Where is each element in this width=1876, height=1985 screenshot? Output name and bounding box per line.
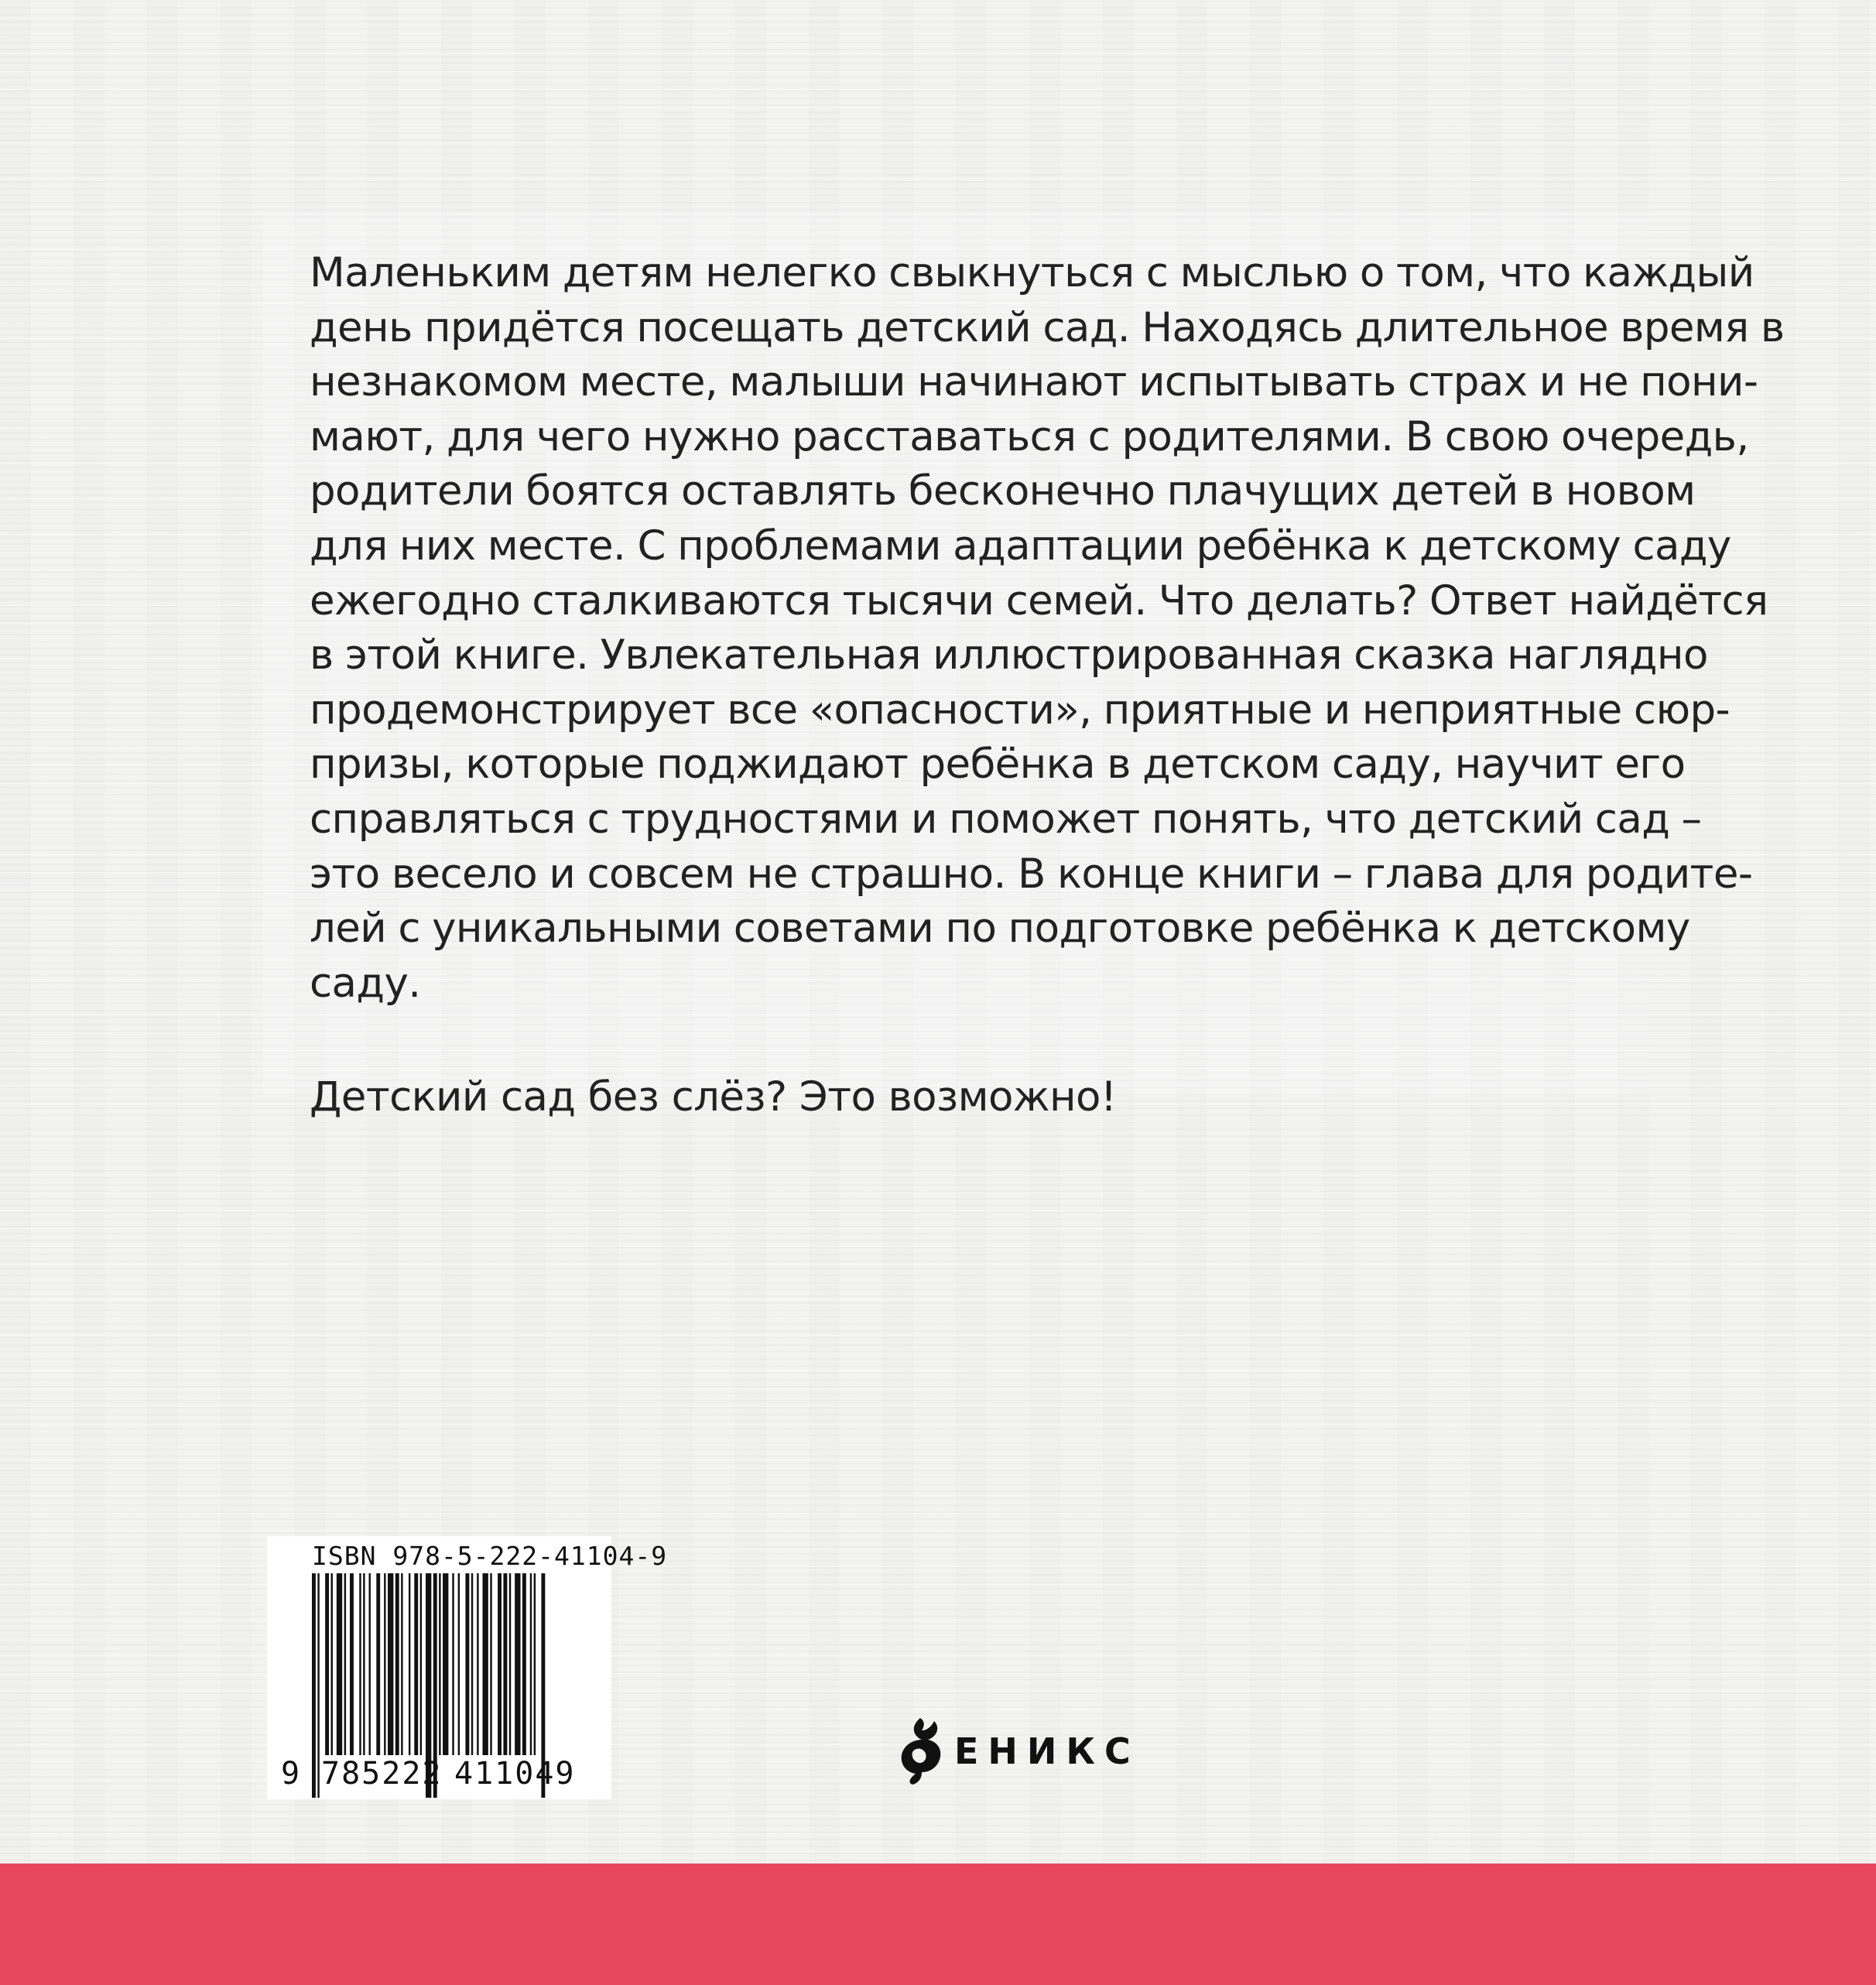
blurb-line: для них месте. С проблемами адаптации ребёнка к детскому саду [310, 522, 1731, 570]
isbn-label: ISBN 978-5-222-41104-9 [312, 1541, 668, 1571]
tagline: Детский сад без слёз? Это возможно! [310, 1073, 1117, 1121]
barcode-bar [465, 1573, 469, 1755]
barcode-bar [420, 1573, 422, 1755]
barcode-bar [483, 1573, 488, 1755]
barcode-bar [458, 1573, 460, 1755]
blurb-line: Маленьким детям нелегко свыкнуться с мыслью о том, что каждый [310, 249, 1754, 296]
blurb-line: продемонстрирует все «опасности», приятные и неприятные сюр- [310, 686, 1731, 734]
blurb-line: день придётся посещать детский сад. Находясь длительное время в [310, 303, 1785, 351]
barcode-bar [503, 1573, 507, 1755]
barcode-bar [414, 1573, 418, 1755]
barcode-bar [509, 1573, 511, 1755]
publisher-logo [886, 1713, 1140, 1790]
blurb-line: это весело и совсем не страшно. В конце книги – глава для родите- [310, 850, 1753, 898]
blurb-line: саду. [310, 959, 421, 1007]
barcode-bar [363, 1573, 365, 1755]
barcode-bar [344, 1573, 346, 1755]
barcode-bar [490, 1573, 491, 1755]
blurb-line: ежегодно сталкиваются тысячи семей. Что делать? Ответ найдётся [310, 577, 1768, 625]
barcode-bar [530, 1573, 532, 1755]
blurb-line: незнакомом месте, малыши начинают испытывать страх и не пони- [310, 358, 1758, 406]
barcode-bar [443, 1573, 448, 1755]
blurb-line: лей с уникальными советами по подготовке ребёнка к детскому [310, 905, 1690, 953]
barcode-bar [439, 1573, 440, 1755]
isbn-barcode [267, 1536, 668, 1799]
barcode-bar [515, 1573, 520, 1755]
blurb-line: мают, для чего нужно расставаться с родителями. В свою очередь, [310, 412, 1749, 460]
barcode-bar [337, 1573, 342, 1755]
barcode-bar [471, 1573, 473, 1755]
barcode-bar [312, 1573, 316, 1798]
barcode-bar [325, 1573, 329, 1755]
barcode-bar [331, 1573, 333, 1755]
barcode-bar [317, 1573, 319, 1798]
blurb-line: справляться с трудностями и поможет понять, что детский сад – [310, 795, 1702, 843]
barcode-bar [359, 1573, 361, 1755]
barcode-bar [534, 1573, 536, 1755]
barcode-digits-left: 785222 [321, 1756, 443, 1792]
blurb-line: в этой книге. Увлекательная иллюстрированная сказка наглядно [310, 631, 1708, 679]
barcode-bar [350, 1573, 354, 1755]
barcode-digit-first: 9 [281, 1756, 300, 1792]
barcode-bar [401, 1573, 402, 1755]
barcode-bar [409, 1573, 410, 1755]
blurb-line: родители боятся оставлять бесконечно плачущих детей в новом [310, 467, 1696, 515]
barcode-bar [388, 1573, 393, 1755]
barcode-bar [369, 1573, 371, 1755]
barcode-bar [384, 1573, 385, 1755]
bottom-color-band [0, 1864, 1876, 1985]
barcode-bar [498, 1573, 502, 1755]
barcode-bar [522, 1573, 526, 1755]
barcode-bar [376, 1573, 380, 1755]
barcode-bar [477, 1573, 478, 1755]
barcode-digits-right: 411049 [454, 1756, 576, 1792]
publisher-name: ЕНИКС [954, 1730, 1140, 1772]
barcode-bar [452, 1573, 454, 1755]
phoenix-logo-icon [886, 1716, 953, 1786]
blurb-line: призы, которые поджидают ребёнка в детском саду, научит его [310, 741, 1686, 789]
barcode-bar [395, 1573, 399, 1755]
back-cover-blurb [310, 246, 1785, 1011]
